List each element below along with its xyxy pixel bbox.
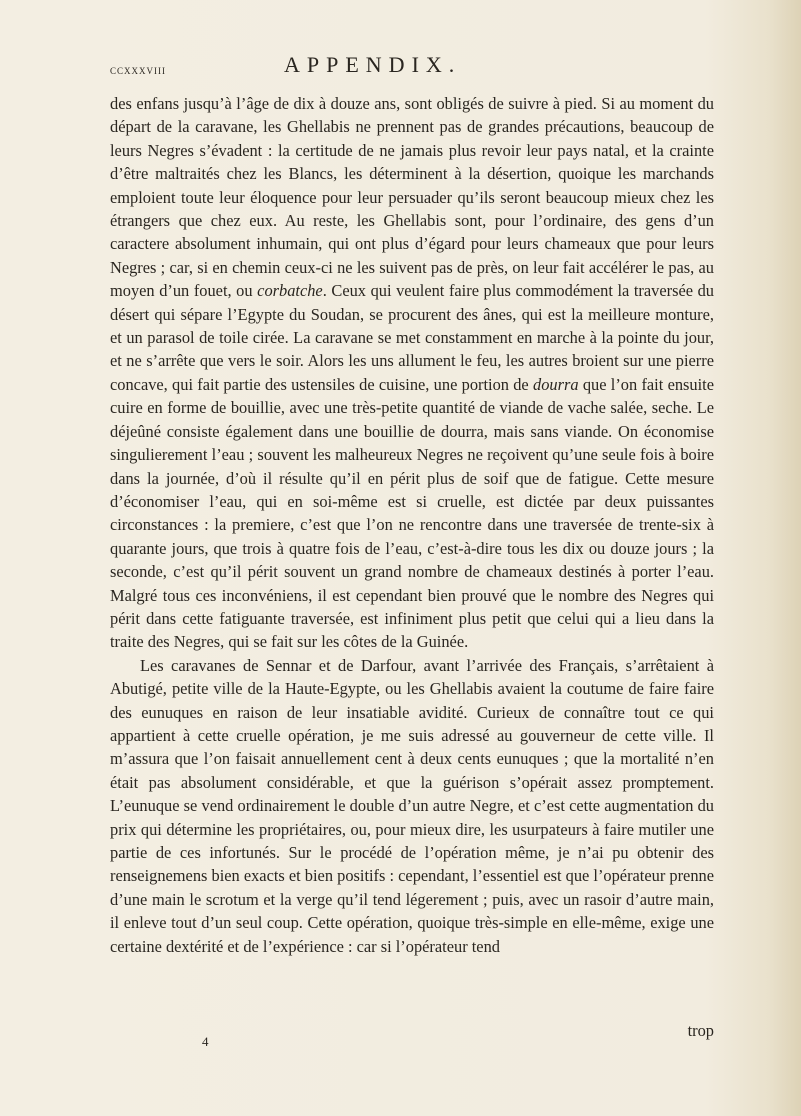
running-title: APPENDIX. bbox=[284, 52, 462, 77]
body-text bbox=[110, 92, 714, 958]
text-run: . Ceux qui veulent faire plus commodément la traversée du désert qui sépare l’Egypte du Soudan, se procurent des ânes, qui est la meilleure monture, et un parasol de toile cirée. La caravane se met constamment en marche à la pointe du jour, et ne s’arrête que vers le soir. Alors les uns allument le feu, les autres broient sur une pierre concave, qui fait partie des ustensiles de cuisine, une portion de bbox=[110, 281, 714, 394]
italic-term: dourra bbox=[533, 374, 579, 394]
signature-mark: 4 bbox=[202, 1034, 209, 1049]
page-header bbox=[110, 52, 710, 82]
paragraph bbox=[110, 92, 714, 654]
catchword: trop bbox=[687, 1021, 714, 1040]
page-number: ccxxxviii bbox=[110, 62, 166, 77]
paragraph bbox=[110, 654, 714, 958]
text-run: que l’on fait ensuite cuire en forme de bouillie, avec une très-petite quantité de viande de vache salée, seche. Le déjeûné consiste également dans une bouillie de dourra, mais sans viande. On économise singulierement l’eau ; souvent les malheureux Negres ne reçoivent qu’une seule fois à boire dans la journée, d’où il résulte qu’il en périt plus de soif que de fatigue. Cette mesure d’économiser l’eau, qui en soi-même est si cruelle, est dictée par deux puissantes circonstances : la premiere, c’est que l’on ne rencontre dans une traversée de trente-six à quarante jours, que trois à quatre fois de l’eau, c’est-à-dire tous les dix ou douze jours ; la seconde, c’est qu’il périt souvent un grand nombre de chameaux destinés à porter l’eau. Malgré tous ces inconvéniens, il est cependant bien prouvé que le nombre des Negres qui périt dans cette fatiguante traversée, est infiniment plus petit que celui qui a lieu dans la traite des Negres, qui se fait sur les côtes de la Guinée. bbox=[110, 374, 714, 652]
text-run: des enfans jusqu’à l’âge de dix à douze ans, sont obligés de suivre à pied. Si au moment du départ de la caravane, les Ghellabis ne prennent pas de grandes précautions, beaucoup de leurs Negres s’évadent : la certitude de ne jamais plus revoir leur pays natal, et la crainte d’être maltraités chez les Blancs, les déterminent à la désertion, quoique les marchands emploient toute leur éloquence pour leur persuader qu’ils seront beaucoup mieux chez les étrangers que chez eux. Au reste, les Ghellabis sont, pour l’ordinaire, des gens d’un caractere absolument inhumain, qui ont plus d’égard pour leurs chameaux que pour leurs Negres ; car, si en chemin ceux-ci ne les suivent pas de près, on leur fait accélérer le pas, au moyen d’un fouet, ou bbox=[110, 94, 714, 301]
italic-term: corbatche bbox=[257, 281, 323, 301]
text-run: Les caravanes de Sennar et de Darfour, avant l’arrivée des Français, s’arrêtaient à Abutigé, petite ville de la Haute-Egypte, ou les Ghellabis avaient la coutume de faire faire des eunuques en raison de leur insatiable avidité. Curieux de connaître tout ce qui appartient à cette cruelle opération, je me suis adressé au gouverneur de cette ville. Il m’assura que l’on faisait annuellement cent à deux cents eunuques ; que la mortalité n’en était pas absolument considérable, et que la guérison s’opérait assez promptement. L’eunuque se vend ordinairement le double d’un autre Negre, et c’est cette augmentation du prix qui détermine les propriétaires, ou, pour mieux dire, les usurpateurs à faire mutiler une partie de ces infortunés. Sur le procédé de l’opération même, je n’ai pu obtenir des renseignemens bien exacts et bien positifs : cependant, l’essentiel est que l’opérateur prenne d’une main le scrotum et la verge qu’il tend légerement ; puis, avec un rasoir d’autre main, il enleve tout d’un seul coup. Cette opération, quoique très-simple en elle-même, exige une certaine dextérité et de l’expérience : car si l’opérateur tend bbox=[110, 655, 714, 956]
